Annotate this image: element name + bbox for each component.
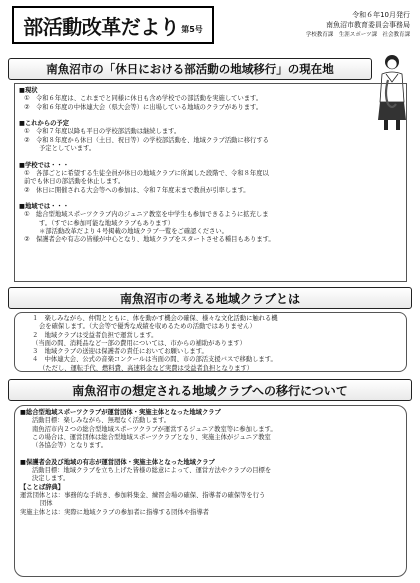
- section1-line: 予定としています。: [39, 145, 96, 153]
- section3-line: [20, 450, 406, 458]
- section2-line: ２ 地域クラブは受益者負担で運営します。: [32, 331, 158, 339]
- section3-text: [15, 406, 406, 517]
- section1-line: [19, 195, 406, 203]
- section1-line: ■学校では・・・: [19, 161, 70, 169]
- section1-line: ① 各部ごとに希望する生徒全員が休日の地域クラブに所属した段階で、令和８年度以: [24, 169, 269, 177]
- section1-line: す。（すでに参加可能な地域クラブもあります）: [39, 219, 175, 227]
- section3-box: [14, 405, 407, 577]
- section3-line: この場合は、運営団体は総合型地域スポーツクラブとなり、実施主体がジュニア教室: [32, 433, 271, 441]
- section1-line: ② 令和６年度の中体連大会（県大会等）に出場している地域のクラブがあります。: [24, 103, 263, 111]
- section2-line: ３ 地域クラブの送迎は保護者の責任においてお願いします。: [32, 348, 208, 356]
- section1-line: ② 休日に開催される大会等への参加は、令和７年度末まで教員が引率します。: [24, 186, 250, 194]
- newsletter-title: 部活動改革だより: [23, 14, 180, 39]
- section1-line: ① 令和７年度以降も平日の学校部活動は継続します。: [24, 128, 181, 136]
- section1-text: [15, 84, 406, 245]
- section2-heading: 南魚沼市の考える地域クラブとは: [8, 287, 412, 309]
- section1-line: [19, 112, 406, 120]
- section3-line: 決定します。: [32, 475, 70, 483]
- publisher-office: 南魚沼市教育委員会事務局: [326, 21, 410, 29]
- section3-line: 活動目標：地域クラブを立ち上げた皆様の総意によって、運営方法やクラブの目標を: [32, 467, 272, 475]
- section1-box: [14, 83, 407, 282]
- section3-line: 運営団体とは：事務的な手続き、参加料集金、練習会場の確保、指導者の確保等を行う: [20, 491, 266, 499]
- section1-line: ■現状: [19, 87, 38, 94]
- section3-line: 実施主体とは：実際に地域クラブの参加者に指導する団体や指導者: [20, 508, 209, 516]
- section3-line: 活動目標：楽しみながら、無理なく活動します。: [32, 417, 171, 425]
- section2-line: （当面の間、消耗品など一部の費用については、市からの補助があります）: [32, 339, 246, 347]
- issue-number: 第5号: [181, 24, 203, 34]
- section1-line: ② 保護者会や有志の皆様が中心となり、地域クラブをスタートさせる種目もあります。: [24, 236, 275, 244]
- section2-line: （ただし、運転手代、燃料費、高速料金など実費は受益者負担となります）: [39, 364, 254, 372]
- section3-line: ■保護者会及び地域の有志が運営団体・実施主体となった地域クラブ: [20, 458, 215, 466]
- section1-line: [19, 153, 406, 161]
- section1-line: ② 令和８年度から休日（土日、祝日等）の学校部活動を、地域クラブ活動に移行する: [24, 136, 269, 144]
- section2-line: １ 楽しみながら、仲間とともに、体を動かす機会の確保、様々な文化活動に触れる機: [32, 315, 278, 322]
- section1-line: ■これからの予定: [19, 120, 70, 128]
- section3-line: 南魚沼市内２つの総合型地域スポーツクラブが運営するジュニア教室等に参加します。: [32, 425, 277, 433]
- section2-line: 会を確保します。（大会等で優秀な成績を収めるための活動ではありません）: [39, 323, 256, 331]
- section1-line: ① 令和６年度は、これまでと同様に休日も含め学校での部活動を実施しています。: [24, 95, 263, 103]
- section1-line: ＊部活動改革だより４号掲載の地域クラブ一覧をご確認ください。: [39, 228, 228, 236]
- section2-line: ４ 中体連大会、公式の音楽コンクールは当面の間、市の部活支援バスで移動します。: [32, 356, 277, 364]
- section1-line: ■地域では・・・: [19, 203, 70, 211]
- publisher-info: [306, 10, 410, 40]
- section3-heading: 南魚沼市の想定される地域クラブへの移行について: [8, 379, 412, 401]
- publish-date: 令和６年10月発行: [352, 11, 410, 19]
- section3-line: ■総合型地域スポーツクラブが運営団体・実施主体となった地域クラブ: [20, 409, 221, 416]
- newsletter-title-box: [12, 6, 214, 44]
- section1-heading: 南魚沼市の「休日における部活動の地域移行」の現在地: [8, 58, 372, 80]
- section2-box: [14, 312, 407, 372]
- section2-text: [15, 313, 406, 373]
- section3-line: 【ことば辞典】: [20, 483, 65, 491]
- section3-line: 団体: [40, 500, 53, 508]
- section3-line: （各協会等）となります。: [32, 442, 108, 450]
- section1-line: ① 総合型地域スポーツクラブ内のジュニア教室を中学生も参加できるように拡充しま: [24, 211, 269, 219]
- publisher-departments: 学校教育課 生涯スポーツ課 社会教育課: [305, 32, 410, 38]
- section1-line: 前でも休日の部活動を休止します。: [24, 178, 125, 186]
